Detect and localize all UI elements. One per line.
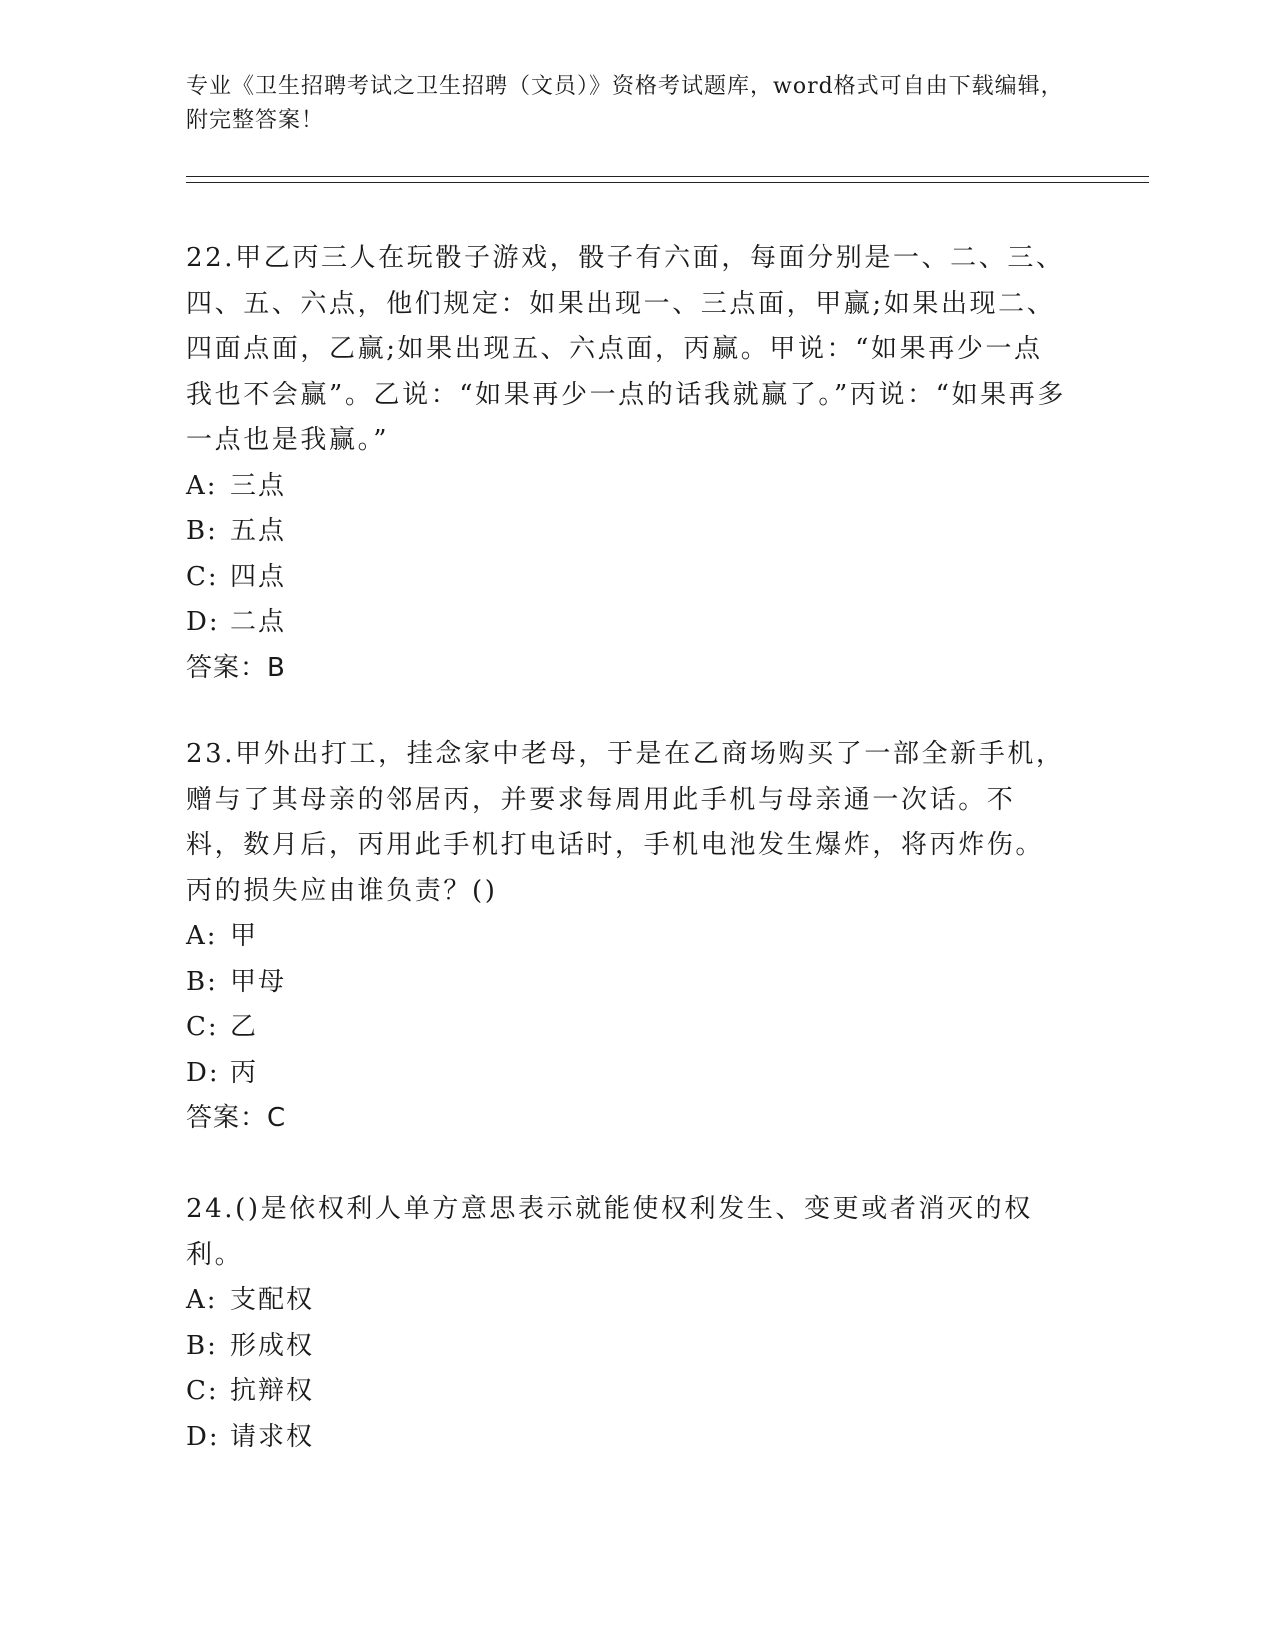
option-c	[186, 1369, 1066, 1415]
option-letter: A:	[186, 1285, 218, 1315]
option-letter: C:	[186, 1376, 219, 1406]
question-22	[186, 236, 1066, 691]
question-24	[186, 1187, 1066, 1460]
question-23	[186, 732, 1066, 1142]
option-text: 二点	[230, 607, 287, 637]
option-letter: D:	[186, 1057, 220, 1088]
option-c	[186, 1005, 1066, 1051]
option-b	[186, 960, 1066, 1006]
option-letter: C:	[186, 561, 219, 592]
option-a	[186, 464, 1066, 510]
document-header: 专业《卫生招聘考试之卫生招聘（文员）》资格考试题库，word格式可自由下载编辑，附完整答案！	[186, 74, 1064, 133]
option-b	[186, 509, 1066, 555]
option-text: 抗辩权	[230, 1376, 315, 1406]
option-b	[186, 1324, 1066, 1370]
question-text: 24.()是依权利人单方意思表示就能使权利发生、变更或者消灭的权利。	[186, 1194, 1033, 1270]
option-a	[186, 914, 1066, 960]
option-text: 丙	[230, 1057, 259, 1088]
option-letter: A:	[186, 921, 218, 951]
answer-line: 答案：C	[186, 1103, 287, 1133]
header-divider-bottom	[186, 182, 1149, 183]
option-text: 乙	[230, 1012, 259, 1042]
answer-line: 答案：B	[186, 652, 286, 683]
option-text: 请求权	[230, 1421, 315, 1452]
option-letter: D:	[186, 607, 220, 637]
question-text: 23.甲外出打工，挂念家中老母，于是在乙商场购买了一部全新手机，赠与了其母亲的邻居丙，并要求每周用此手机与母亲通一次话。不料，数月后，丙用此手机打电话时，手机电池发生爆炸，将丙炸伤。丙的损失应由谁负责？()	[186, 739, 1065, 906]
question-text: 22.甲乙丙三人在玩骰子游戏，骰子有六面，每面分别是一、二、三、四、五、六点，他们规定：如果出现一、三点面，甲赢;如果出现二、四面点面，乙赢;如果出现五、六点面，丙赢。甲说：“如果再少一点我也不会赢”。乙说：“如果再少一点的话我就赢了。”丙说：“如果再多一点也是我赢。”	[186, 243, 1066, 455]
option-text: 甲	[230, 921, 259, 951]
option-letter: A:	[186, 470, 218, 501]
option-d	[186, 600, 1066, 646]
option-c	[186, 555, 1066, 601]
option-text: 五点	[230, 516, 287, 546]
option-letter: D:	[186, 1421, 220, 1452]
option-letter: B:	[186, 516, 218, 546]
option-letter: B:	[186, 1330, 218, 1361]
option-text: 甲母	[230, 966, 287, 997]
option-d	[186, 1051, 1066, 1097]
option-letter: B:	[186, 966, 218, 997]
option-letter: C:	[186, 1012, 219, 1042]
option-text: 支配权	[230, 1285, 315, 1315]
option-d	[186, 1415, 1066, 1461]
option-text: 四点	[230, 561, 287, 592]
header-divider-top	[186, 176, 1149, 177]
option-text: 形成权	[230, 1330, 315, 1361]
option-a	[186, 1278, 1066, 1324]
option-text: 三点	[230, 470, 287, 501]
